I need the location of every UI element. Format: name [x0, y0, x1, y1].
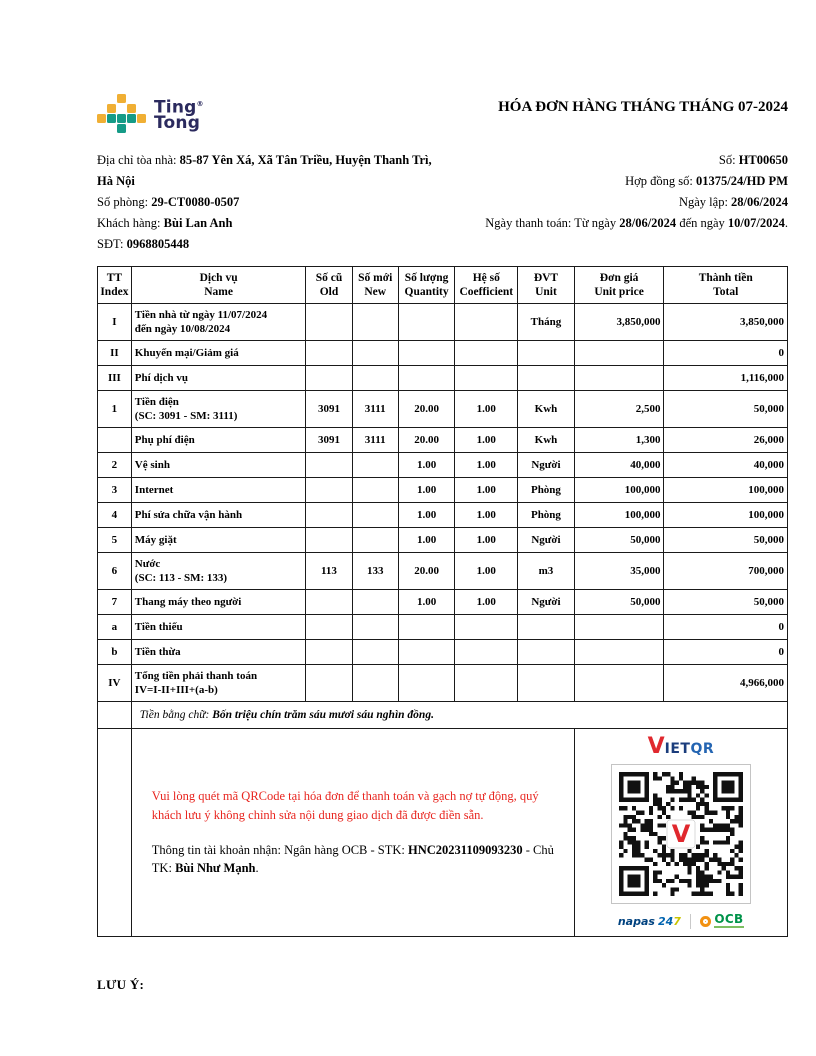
cell-price: 100,000 [574, 503, 664, 528]
napas-247-logo: napas 247 [617, 914, 681, 928]
cell-price [574, 615, 664, 640]
cell-total: 40,000 [664, 453, 788, 478]
cell-old [306, 665, 352, 702]
cell-new [352, 665, 398, 702]
table-row [98, 391, 788, 428]
footer-note: LƯU Ý: [97, 977, 145, 992]
cell-tt: 6 [98, 553, 132, 590]
cell-coef: 1.00 [455, 503, 518, 528]
cell-tt: 2 [98, 453, 132, 478]
cell-unit: Phòng [518, 478, 575, 503]
cell-total: 0 [664, 640, 788, 665]
invoice-header [97, 92, 788, 133]
cell-price: 40,000 [574, 453, 664, 478]
cell-qty: 20.00 [398, 428, 455, 453]
cell-coef: 1.00 [455, 553, 518, 590]
cell-old [306, 528, 352, 553]
table-row [98, 590, 788, 615]
cell-new [352, 478, 398, 503]
cell-name: Khuyến mại/Giảm giá [131, 341, 306, 366]
cell-new [352, 615, 398, 640]
contract-number: Hợp đồng số: 01375/24/HD PM [625, 174, 788, 188]
cell-old [306, 453, 352, 478]
cell-name: Nước (SC: 113 - SM: 133) [131, 553, 306, 590]
tingtong-logo-icon [97, 94, 146, 133]
cell-old: 3091 [306, 391, 352, 428]
cell-unit: Kwh [518, 391, 575, 428]
cell-price: 100,000 [574, 478, 664, 503]
cell-new [352, 640, 398, 665]
cell-old [306, 640, 352, 665]
cell-total: 50,000 [664, 590, 788, 615]
payment-notice: Vui lòng quét mã QRCode tại hóa đơn để thanh toán và gạch nợ tự động, quý khách lưu ý không chỉnh sửa nội dung giao dịch đã được điền sẵn. [151, 789, 539, 822]
cell-price [574, 366, 664, 391]
cell-name: Internet [131, 478, 306, 503]
invoice-number: Số: HT00650 [718, 153, 788, 167]
cell-total: 700,000 [664, 553, 788, 590]
cell-coef [455, 304, 518, 341]
cell-name: Tiền điện (SC: 3091 - SM: 3111) [131, 391, 306, 428]
cell-unit [518, 640, 575, 665]
cell-unit: Người [518, 453, 575, 478]
cell-coef: 1.00 [455, 453, 518, 478]
cell-new: 133 [352, 553, 398, 590]
cell-unit: m3 [518, 553, 575, 590]
customer-phone: SĐT: 0968805448 [97, 237, 190, 251]
cell-tt: 1 [98, 391, 132, 428]
customer-name: Khách hàng: Bùi Lan Anh [97, 216, 233, 230]
cell-qty [398, 615, 455, 640]
cell-unit: Người [518, 528, 575, 553]
cell-old [306, 503, 352, 528]
cell-qty: 20.00 [398, 391, 455, 428]
cell-name: Tiền nhà từ ngày 11/07/2024 đến ngày 10/08/2024 [131, 304, 306, 341]
cell-qty [398, 665, 455, 702]
cell-name: Phí dịch vụ [131, 366, 306, 391]
cell-unit: Kwh [518, 428, 575, 453]
cell-new [352, 528, 398, 553]
col-header-coefficient: Hệ số Coefficient [455, 267, 518, 304]
cell-name: Phí sửa chữa vận hành [131, 503, 306, 528]
col-header-unit-price: Đơn giá Unit price [574, 267, 664, 304]
cell-price: 35,000 [574, 553, 664, 590]
amount-in-words-row [98, 702, 788, 729]
cell-total: 3,850,000 [664, 304, 788, 341]
cell-old [306, 615, 352, 640]
col-header-total: Thành tiền Total [664, 267, 788, 304]
cell-price [574, 665, 664, 702]
table-row [98, 503, 788, 528]
cell-coef: 1.00 [455, 528, 518, 553]
cell-price: 2,500 [574, 391, 664, 428]
cell-old [306, 366, 352, 391]
cell-new [352, 304, 398, 341]
cell-coef [455, 640, 518, 665]
cell-name: Tiền thừa [131, 640, 306, 665]
payment-account-info: Thông tin tài khoản nhận: Ngân hàng OCB - STK: HNC20231109093230 - Chủ TK: Bùi Như Mạnh. [151, 842, 554, 876]
cell-name: Thang máy theo người [131, 590, 306, 615]
cell-new [352, 341, 398, 366]
brand-wordmark: Ting® Tong [154, 97, 204, 134]
cell-unit: Tháng [518, 304, 575, 341]
amount-in-words: Tiền bằng chữ: Bốn triệu chín trăm sáu mươi sáu nghìn đồng. [131, 702, 787, 729]
table-row [98, 428, 788, 453]
invoice-table-body [98, 304, 788, 702]
cell-qty: 1.00 [398, 528, 455, 553]
cell-tt: 3 [98, 478, 132, 503]
cell-new [352, 503, 398, 528]
cell-price: 3,850,000 [574, 304, 664, 341]
cell-new: 3111 [352, 428, 398, 453]
cell-old [306, 304, 352, 341]
cell-new [352, 590, 398, 615]
cell-total: 100,000 [664, 503, 788, 528]
cell-empty [98, 729, 132, 937]
table-row [98, 304, 788, 341]
building-address: Địa chỉ tòa nhà: 85-87 Yên Xá, Xã Tân Triều, Huyện Thanh Trì, [97, 153, 432, 167]
cell-total: 50,000 [664, 391, 788, 428]
invoice-info [97, 150, 788, 255]
cell-unit [518, 665, 575, 702]
cell-price: 50,000 [574, 590, 664, 615]
cell-new [352, 366, 398, 391]
cell-tt: IV [98, 665, 132, 702]
cell-qty: 1.00 [398, 590, 455, 615]
cell-tt: 5 [98, 528, 132, 553]
cell-qty: 1.00 [398, 503, 455, 528]
cell-price: 50,000 [574, 528, 664, 553]
cell-price [574, 640, 664, 665]
invoice-table [97, 266, 788, 937]
cell-name: Vệ sinh [131, 453, 306, 478]
payment-instructions [131, 729, 574, 937]
issue-date: Ngày lập: 28/06/2024 [678, 195, 788, 209]
cell-old [306, 590, 352, 615]
cell-qty [398, 341, 455, 366]
cell-unit [518, 366, 575, 391]
table-row [98, 640, 788, 665]
cell-new: 3111 [352, 391, 398, 428]
cell-price [574, 341, 664, 366]
cell-tt: b [98, 640, 132, 665]
cell-total: 100,000 [664, 478, 788, 503]
col-header-index: TT Index [98, 267, 132, 304]
cell-coef [455, 665, 518, 702]
payment-period: Ngày thanh toán: Từ ngày 28/06/2024 đến ngày 10/07/2024. [485, 216, 788, 230]
table-header-row [98, 267, 788, 304]
cell-total: 0 [664, 615, 788, 640]
col-header-quantity: Số lượng Quantity [398, 267, 455, 304]
cell-coef [455, 341, 518, 366]
qr-svg [619, 772, 743, 896]
cell-coef [455, 615, 518, 640]
invoice-title: HÓA ĐƠN HÀNG THÁNG THÁNG 07-2024 [498, 99, 788, 115]
cell-qty: 1.00 [398, 478, 455, 503]
cell-qty [398, 640, 455, 665]
qr-panel [574, 729, 787, 937]
cell-new [352, 453, 398, 478]
cell-total: 26,000 [664, 428, 788, 453]
table-row [98, 366, 788, 391]
cell-coef: 1.00 [455, 478, 518, 503]
payment-qr-row [98, 729, 788, 937]
table-row [98, 453, 788, 478]
svg-text:V: V [671, 820, 691, 849]
cell-old [306, 341, 352, 366]
cell-tt: 4 [98, 503, 132, 528]
table-row [98, 615, 788, 640]
cell-unit [518, 615, 575, 640]
table-row [98, 553, 788, 590]
cell-total: 1,116,000 [664, 366, 788, 391]
ocb-icon [700, 916, 711, 927]
cell-price: 1,300 [574, 428, 664, 453]
cell-qty [398, 366, 455, 391]
table-row [98, 528, 788, 553]
cell-total: 4,966,000 [664, 665, 788, 702]
cell-total: 0 [664, 341, 788, 366]
cell-coef: 1.00 [455, 391, 518, 428]
cell-name: Máy giặt [131, 528, 306, 553]
cell-unit [518, 341, 575, 366]
cell-tt: III [98, 366, 132, 391]
vietqr-logo: VIETQR [647, 734, 715, 759]
cell-tt: a [98, 615, 132, 640]
table-row [98, 665, 788, 702]
cell-unit: Phòng [518, 503, 575, 528]
qr-code [611, 764, 751, 904]
cell-coef: 1.00 [455, 428, 518, 453]
cell-name: Tổng tiền phải thanh toán IV=I-II+III+(a-b) [131, 665, 306, 702]
cell-old: 113 [306, 553, 352, 590]
table-row [98, 341, 788, 366]
cell-old [306, 478, 352, 503]
divider [690, 914, 691, 929]
cell-qty: 1.00 [398, 453, 455, 478]
cell-qty: 20.00 [398, 553, 455, 590]
cell-coef [455, 366, 518, 391]
cell-empty [98, 702, 132, 729]
table-row [98, 478, 788, 503]
col-header-unit: ĐVT Unit [518, 267, 575, 304]
building-address-line2: Hà Nội [97, 174, 135, 188]
cell-unit: Người [518, 590, 575, 615]
cell-tt: I [98, 304, 132, 341]
cell-total: 50,000 [664, 528, 788, 553]
cell-name: Phụ phí điện [131, 428, 306, 453]
cell-old: 3091 [306, 428, 352, 453]
cell-tt: II [98, 341, 132, 366]
room-number: Số phòng: 29-CT0080-0507 [97, 195, 240, 209]
cell-tt [98, 428, 132, 453]
col-header-old: Số cũ Old [306, 267, 352, 304]
cell-name: Tiền thiếu [131, 615, 306, 640]
col-header-new: Số mới New [352, 267, 398, 304]
ocb-logo: OCB [700, 914, 744, 928]
cell-tt: 7 [98, 590, 132, 615]
cell-qty [398, 304, 455, 341]
tingtong-logo [97, 94, 204, 133]
cell-coef: 1.00 [455, 590, 518, 615]
col-header-name: Dịch vụ Name [131, 267, 306, 304]
